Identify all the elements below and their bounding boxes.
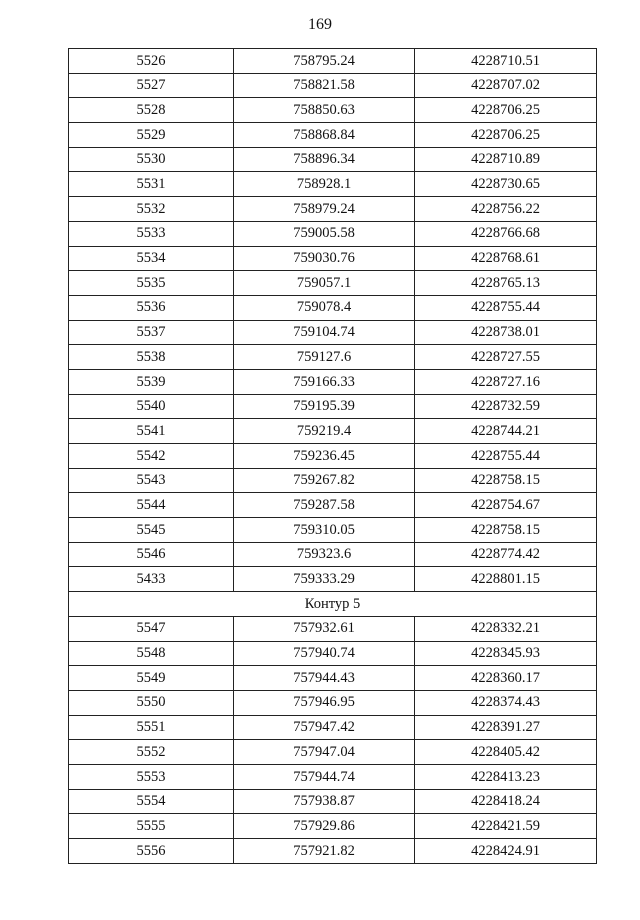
table-row <box>69 147 597 172</box>
table-row <box>69 444 597 469</box>
table-row <box>69 542 597 567</box>
table-row <box>69 295 597 320</box>
point-number-cell: 5529 <box>69 123 234 148</box>
table-row <box>69 123 597 148</box>
x-coordinate-cell: 757940.74 <box>234 641 415 666</box>
point-number-cell: 5537 <box>69 320 234 345</box>
x-coordinate-cell: 759166.33 <box>234 369 415 394</box>
x-coordinate-cell: 758850.63 <box>234 98 415 123</box>
y-coordinate-cell: 4228758.15 <box>415 518 597 543</box>
table-row <box>69 49 597 74</box>
x-coordinate-cell: 757944.74 <box>234 764 415 789</box>
y-coordinate-cell: 4228766.68 <box>415 221 597 246</box>
y-coordinate-cell: 4228738.01 <box>415 320 597 345</box>
x-coordinate-cell: 757921.82 <box>234 839 415 864</box>
y-coordinate-cell: 4228424.91 <box>415 839 597 864</box>
table-row <box>69 715 597 740</box>
table-row <box>69 369 597 394</box>
point-number-cell: 5530 <box>69 147 234 172</box>
table-row <box>69 468 597 493</box>
x-coordinate-cell: 758821.58 <box>234 73 415 98</box>
y-coordinate-cell: 4228345.93 <box>415 641 597 666</box>
x-coordinate-cell: 757946.95 <box>234 690 415 715</box>
point-number-cell: 5545 <box>69 518 234 543</box>
y-coordinate-cell: 4228360.17 <box>415 666 597 691</box>
coordinates-table-body <box>69 49 597 864</box>
table-row <box>69 690 597 715</box>
point-number-cell: 5555 <box>69 814 234 839</box>
y-coordinate-cell: 4228756.22 <box>415 197 597 222</box>
y-coordinate-cell: 4228765.13 <box>415 271 597 296</box>
point-number-cell: 5541 <box>69 419 234 444</box>
point-number-cell: 5534 <box>69 246 234 271</box>
point-number-cell: 5549 <box>69 666 234 691</box>
table-row <box>69 616 597 641</box>
y-coordinate-cell: 4228755.44 <box>415 295 597 320</box>
table-row <box>69 567 597 592</box>
coordinates-table <box>68 48 597 864</box>
point-number-cell: 5539 <box>69 369 234 394</box>
table-row <box>69 789 597 814</box>
y-coordinate-cell: 4228332.21 <box>415 616 597 641</box>
point-number-cell: 5542 <box>69 444 234 469</box>
y-coordinate-cell: 4228418.24 <box>415 789 597 814</box>
x-coordinate-cell: 757938.87 <box>234 789 415 814</box>
y-coordinate-cell: 4228413.23 <box>415 764 597 789</box>
point-number-cell: 5550 <box>69 690 234 715</box>
y-coordinate-cell: 4228391.27 <box>415 715 597 740</box>
point-number-cell: 5554 <box>69 789 234 814</box>
table-row <box>69 764 597 789</box>
point-number-cell: 5556 <box>69 839 234 864</box>
x-coordinate-cell: 757947.42 <box>234 715 415 740</box>
table-row <box>69 320 597 345</box>
table-row <box>69 73 597 98</box>
y-coordinate-cell: 4228727.55 <box>415 345 597 370</box>
x-coordinate-cell: 759005.58 <box>234 221 415 246</box>
table-row <box>69 246 597 271</box>
table-row <box>69 641 597 666</box>
y-coordinate-cell: 4228732.59 <box>415 394 597 419</box>
table-row <box>69 419 597 444</box>
x-coordinate-cell: 759078.4 <box>234 295 415 320</box>
table-row <box>69 98 597 123</box>
x-coordinate-cell: 757932.61 <box>234 616 415 641</box>
x-coordinate-cell: 758868.84 <box>234 123 415 148</box>
x-coordinate-cell: 759323.6 <box>234 542 415 567</box>
y-coordinate-cell: 4228707.02 <box>415 73 597 98</box>
y-coordinate-cell: 4228755.44 <box>415 444 597 469</box>
x-coordinate-cell: 759287.58 <box>234 493 415 518</box>
x-coordinate-cell: 757929.86 <box>234 814 415 839</box>
y-coordinate-cell: 4228710.51 <box>415 49 597 74</box>
x-coordinate-cell: 759030.76 <box>234 246 415 271</box>
point-number-cell: 5544 <box>69 493 234 518</box>
point-number-cell: 5531 <box>69 172 234 197</box>
y-coordinate-cell: 4228706.25 <box>415 98 597 123</box>
y-coordinate-cell: 4228405.42 <box>415 740 597 765</box>
x-coordinate-cell: 758979.24 <box>234 197 415 222</box>
point-number-cell: 5528 <box>69 98 234 123</box>
point-number-cell: 5540 <box>69 394 234 419</box>
x-coordinate-cell: 759057.1 <box>234 271 415 296</box>
table-row <box>69 740 597 765</box>
x-coordinate-cell: 759267.82 <box>234 468 415 493</box>
table-row <box>69 666 597 691</box>
table-row <box>69 518 597 543</box>
x-coordinate-cell: 759333.29 <box>234 567 415 592</box>
point-number-cell: 5553 <box>69 764 234 789</box>
point-number-cell: 5543 <box>69 468 234 493</box>
table-row <box>69 271 597 296</box>
section-title: Контур 5 <box>69 592 597 617</box>
point-number-cell: 5552 <box>69 740 234 765</box>
point-number-cell: 5532 <box>69 197 234 222</box>
x-coordinate-cell: 759127.6 <box>234 345 415 370</box>
x-coordinate-cell: 759219.4 <box>234 419 415 444</box>
point-number-cell: 5535 <box>69 271 234 296</box>
y-coordinate-cell: 4228710.89 <box>415 147 597 172</box>
y-coordinate-cell: 4228768.61 <box>415 246 597 271</box>
point-number-cell: 5551 <box>69 715 234 740</box>
y-coordinate-cell: 4228774.42 <box>415 542 597 567</box>
table-row <box>69 814 597 839</box>
x-coordinate-cell: 759310.05 <box>234 518 415 543</box>
y-coordinate-cell: 4228706.25 <box>415 123 597 148</box>
point-number-cell: 5433 <box>69 567 234 592</box>
y-coordinate-cell: 4228744.21 <box>415 419 597 444</box>
x-coordinate-cell: 757944.43 <box>234 666 415 691</box>
y-coordinate-cell: 4228758.15 <box>415 468 597 493</box>
point-number-cell: 5533 <box>69 221 234 246</box>
table-row <box>69 221 597 246</box>
table-row <box>69 172 597 197</box>
x-coordinate-cell: 758928.1 <box>234 172 415 197</box>
table-row <box>69 839 597 864</box>
x-coordinate-cell: 757947.04 <box>234 740 415 765</box>
x-coordinate-cell: 759236.45 <box>234 444 415 469</box>
table-row <box>69 345 597 370</box>
x-coordinate-cell: 759104.74 <box>234 320 415 345</box>
table-row <box>69 394 597 419</box>
point-number-cell: 5536 <box>69 295 234 320</box>
table-row <box>69 197 597 222</box>
y-coordinate-cell: 4228727.16 <box>415 369 597 394</box>
y-coordinate-cell: 4228801.15 <box>415 567 597 592</box>
x-coordinate-cell: 758896.34 <box>234 147 415 172</box>
x-coordinate-cell: 759195.39 <box>234 394 415 419</box>
point-number-cell: 5527 <box>69 73 234 98</box>
point-number-cell: 5548 <box>69 641 234 666</box>
point-number-cell: 5547 <box>69 616 234 641</box>
y-coordinate-cell: 4228730.65 <box>415 172 597 197</box>
section-row <box>69 592 597 617</box>
point-number-cell: 5538 <box>69 345 234 370</box>
y-coordinate-cell: 4228421.59 <box>415 814 597 839</box>
point-number-cell: 5546 <box>69 542 234 567</box>
x-coordinate-cell: 758795.24 <box>234 49 415 74</box>
y-coordinate-cell: 4228374.43 <box>415 690 597 715</box>
page-number: 169 <box>308 16 332 33</box>
table-row <box>69 493 597 518</box>
point-number-cell: 5526 <box>69 49 234 74</box>
y-coordinate-cell: 4228754.67 <box>415 493 597 518</box>
